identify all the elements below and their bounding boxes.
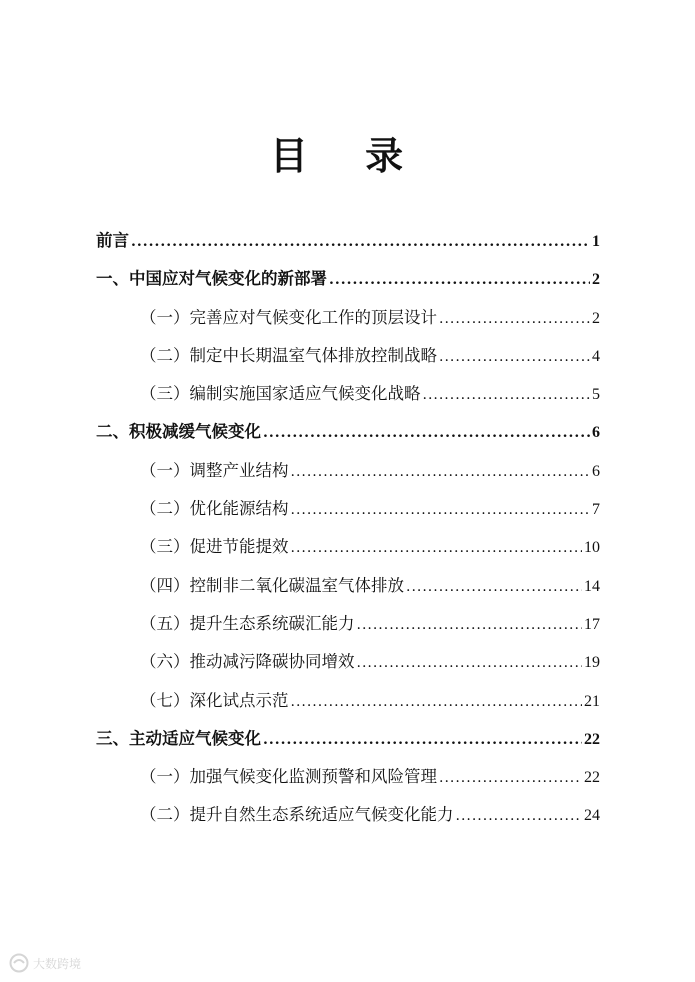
toc-entry[interactable]	[96, 686, 600, 724]
toc-entry-label: 前言	[96, 231, 129, 250]
toc-leader-dots	[131, 227, 590, 257]
toc-page-number: 2	[592, 309, 600, 327]
toc-entry[interactable]	[96, 341, 600, 379]
toc-leader-dots	[456, 801, 583, 831]
toc-entry[interactable]	[96, 647, 600, 685]
toc-entry[interactable]	[96, 800, 600, 838]
toc-leader-dots	[291, 687, 583, 717]
toc-entry-label: （一）加强气候变化监测预警和风险管理	[140, 767, 437, 787]
toc-page-number: 1	[592, 233, 600, 250]
toc-entry-label: 三、主动适应气候变化	[96, 728, 261, 748]
toc-entry[interactable]	[96, 762, 600, 800]
toc-leader-dots	[357, 610, 583, 640]
toc-leader-dots	[423, 380, 591, 410]
toc-leader-dots	[406, 572, 582, 602]
toc-leader-dots	[439, 304, 590, 334]
page-title: 目 录	[269, 133, 426, 178]
toc-leader-dots	[439, 763, 582, 793]
toc-page-number: 2	[592, 271, 600, 289]
toc-page-number: 6	[592, 462, 600, 480]
toc-entry-label: （五）提升生态系统碳汇能力	[140, 613, 355, 633]
toc-entry[interactable]	[96, 303, 600, 341]
toc-entry-label: （一）调整产业结构	[140, 460, 289, 480]
toc-page-number: 14	[584, 577, 600, 595]
toc-entry-label: （七）深化试点示范	[140, 690, 289, 710]
toc-entry[interactable]	[96, 532, 600, 570]
toc-entry-label: 一、中国应对气候变化的新部署	[96, 269, 327, 289]
toc-entry-label: （三）编制实施国家适应气候变化战略	[140, 384, 421, 404]
toc-entry[interactable]	[96, 494, 600, 532]
toc-entry-label: （三）促进节能提效	[140, 537, 289, 557]
toc-entry-label: （二）优化能源结构	[140, 499, 289, 519]
toc-leader-dots	[291, 457, 591, 487]
toc-entry[interactable]	[96, 226, 600, 264]
toc-leader-dots	[263, 418, 590, 448]
toc-page-number: 10	[584, 539, 600, 557]
toc-leader-dots	[439, 342, 590, 372]
toc-page-number: 24	[584, 807, 600, 825]
toc-page-number: 21	[584, 692, 600, 710]
toc-page-number: 22	[584, 730, 600, 748]
toc-entry-label: （二）制定中长期温室气体排放控制战略	[140, 345, 437, 365]
brand-logo-icon	[8, 952, 30, 974]
toc-entry[interactable]	[96, 379, 600, 417]
toc-page-number: 5	[592, 386, 600, 404]
toc-page-number: 4	[592, 347, 600, 365]
toc-page-number: 17	[584, 615, 600, 633]
toc-leader-dots	[329, 265, 590, 295]
toc-leader-dots	[291, 495, 591, 525]
toc-entry-label: （二）提升自然生态系统适应气候变化能力	[140, 805, 454, 825]
toc-entry[interactable]	[96, 456, 600, 494]
toc-page-number: 6	[592, 424, 600, 442]
toc-entry[interactable]	[96, 724, 600, 762]
toc-entry[interactable]	[96, 264, 600, 302]
toc-entry-label: （一）完善应对气候变化工作的顶层设计	[140, 307, 437, 327]
toc-leader-dots	[291, 533, 583, 563]
toc-entry[interactable]	[96, 571, 600, 609]
toc-entry[interactable]	[96, 609, 600, 647]
toc-page-number: 22	[584, 769, 600, 787]
toc-entry-label: （六）推动减污降碳协同增效	[140, 652, 355, 672]
toc-entry-label: （四）控制非二氧化碳温室气体排放	[140, 575, 404, 595]
toc-entry-label: 二、积极减缓气候变化	[96, 422, 261, 442]
table-of-contents	[96, 226, 600, 839]
watermark-text: 大数跨境	[33, 956, 82, 971]
toc-entry[interactable]	[96, 417, 600, 455]
toc-page-number: 19	[584, 654, 600, 672]
toc-leader-dots	[263, 725, 582, 755]
toc-leader-dots	[357, 648, 583, 678]
toc-page-number: 7	[592, 501, 600, 519]
watermark	[8, 952, 81, 974]
